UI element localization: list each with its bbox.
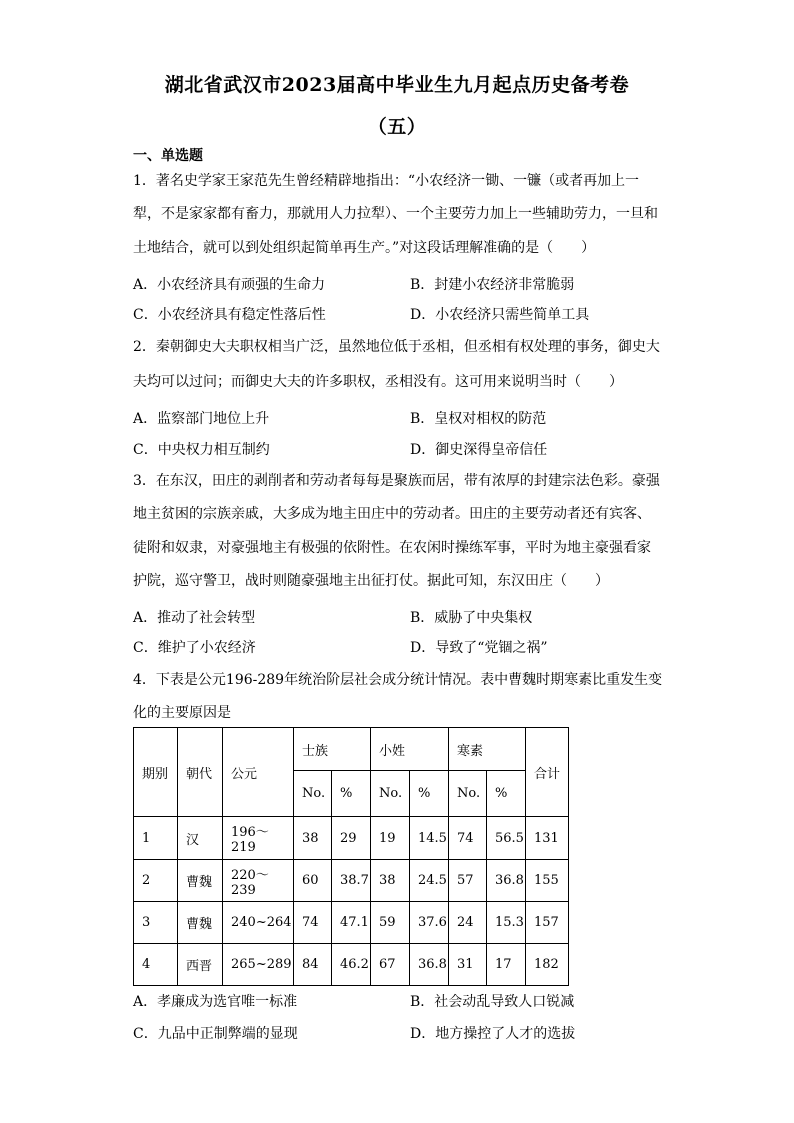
table-cell: 131 xyxy=(526,817,569,860)
q1-option-c[interactable]: C．小农经济具有稳定性落后性 xyxy=(133,307,326,323)
q2-option-a[interactable]: A．监察部门地位上升 xyxy=(133,411,270,427)
header-hansu: 寒素 xyxy=(449,728,526,771)
table-row xyxy=(134,860,569,902)
table-cell: 汉 xyxy=(178,817,223,860)
table-cell: 2 xyxy=(134,860,178,902)
table-cell: 36.8 xyxy=(410,944,449,986)
table-cell: 157 xyxy=(526,902,569,944)
table-cell: 59 xyxy=(371,902,410,944)
table-cell: 265~289 xyxy=(223,944,294,986)
q2-option-c[interactable]: C．中央权力相互制约 xyxy=(133,442,270,458)
social-composition-table xyxy=(133,727,569,986)
q4-option-d[interactable]: D．地方操控了人才的选拔 xyxy=(410,1026,576,1042)
table-cell: 56.5 xyxy=(487,817,526,860)
table-cell: 29 xyxy=(332,817,371,860)
header-pct: % xyxy=(487,771,526,817)
table-row xyxy=(134,817,569,860)
header-shizu: 士族 xyxy=(294,728,371,771)
q4-option-b[interactable]: B．社会动乱导致人口锐减 xyxy=(410,994,575,1010)
q4-line: 化的主要原因是 xyxy=(133,705,231,721)
table-cell: 47.1 xyxy=(332,902,371,944)
q3-option-c[interactable]: C．维护了小农经济 xyxy=(133,640,256,656)
q1-line: 土地结合，就可以到处组织起简单再生产。”对这段话理解准确的是（ ） xyxy=(133,240,596,256)
q1-line: 犁，不是家家都有畜力，那就用人力拉犁）、一个主要劳力加上一些辅助劳力，一旦和 xyxy=(133,206,658,222)
q4-option-c[interactable]: C．九品中正制弊端的显现 xyxy=(133,1026,298,1042)
q2-option-d[interactable]: D．御史深得皇帝信任 xyxy=(410,442,548,458)
table-cell: 1 xyxy=(134,817,178,860)
table-cell: 67 xyxy=(371,944,410,986)
header-no: No. xyxy=(449,771,487,817)
q4-line: 4．下表是公元196-289年统治阶层社会成分统计情况。表中曹魏时期寒素比重发生变 xyxy=(133,672,663,688)
table-cell: 60 xyxy=(294,860,332,902)
table-cell: 240~264 xyxy=(223,902,294,944)
table-cell: 36.8 xyxy=(487,860,526,902)
header-total: 合计 xyxy=(526,728,569,817)
q4-option-a[interactable]: A．孝廉成为选官唯一标准 xyxy=(133,994,298,1010)
table-cell: 84 xyxy=(294,944,332,986)
q2-line: 2．秦朝御史大夫职权相当广泛，虽然地位低于丞相，但丞相有权处理的事务，御史大 xyxy=(133,339,660,355)
q3-line: 护院，巡守警卫，战时则随豪强地主出征打仗。据此可知，东汉田庄（ ） xyxy=(133,573,609,589)
header-period: 期别 xyxy=(134,728,178,817)
section-heading: 一、单选题 xyxy=(133,148,203,164)
header-pct: % xyxy=(332,771,371,817)
table-cell: 3 xyxy=(134,902,178,944)
table-cell: 220～239 xyxy=(223,860,294,902)
q3-option-d[interactable]: D．导致了“党锢之祸” xyxy=(410,640,548,656)
table-cell: 74 xyxy=(294,902,332,944)
table-cell: 24 xyxy=(449,902,487,944)
q3-option-a[interactable]: A．推动了社会转型 xyxy=(133,610,256,626)
table-row xyxy=(134,902,569,944)
exam-title: 湖北省武汉市2023届高中毕业生九月起点历史备考卷 xyxy=(164,74,630,96)
table-cell: 38.7 xyxy=(332,860,371,902)
q3-option-b[interactable]: B．威胁了中央集权 xyxy=(410,610,533,626)
table-cell: 17 xyxy=(487,944,526,986)
table-cell: 19 xyxy=(371,817,410,860)
header-no: No. xyxy=(371,771,410,817)
table-cell: 38 xyxy=(371,860,410,902)
table-cell: 14.5 xyxy=(410,817,449,860)
q1-option-d[interactable]: D．小农经济只需些简单工具 xyxy=(410,307,590,323)
table-cell: 31 xyxy=(449,944,487,986)
table-cell: 182 xyxy=(526,944,569,986)
table-cell: 57 xyxy=(449,860,487,902)
q1-option-a[interactable]: A．小农经济具有顽强的生命力 xyxy=(133,277,326,293)
table-cell: 74 xyxy=(449,817,487,860)
q1-line: 1．著名史学家王家范先生曾经精辟地指出：“小农经济一锄、一镰（或者再加上一 xyxy=(133,173,640,189)
table-row xyxy=(134,944,569,986)
q1-option-b[interactable]: B．封建小农经济非常脆弱 xyxy=(410,277,575,293)
q2-option-b[interactable]: B．皇权对相权的防范 xyxy=(410,411,547,427)
table-cell: 155 xyxy=(526,860,569,902)
q2-line: 夫均可以过问；而御史大夫的许多职权，丞相没有。这可用来说明当时（ ） xyxy=(133,374,623,390)
table-cell: 38 xyxy=(294,817,332,860)
table-cell: 西晋 xyxy=(178,944,223,986)
q3-line: 3．在东汉，田庄的剥削者和劳动者每每是聚族而居，带有浓厚的封建宗法色彩。豪强 xyxy=(133,473,660,489)
table-cell: 37.6 xyxy=(410,902,449,944)
table-cell: 4 xyxy=(134,944,178,986)
header-year: 公元 xyxy=(223,728,294,817)
table-cell: 曹魏 xyxy=(178,860,223,902)
header-no: No. xyxy=(294,771,332,817)
table-cell: 曹魏 xyxy=(178,902,223,944)
q3-line: 地主贫困的宗族亲戚，大多成为地主田庄中的劳动者。田庄的主要劳动者还有宾客、 xyxy=(133,506,651,522)
table-cell: 46.2 xyxy=(332,944,371,986)
table-cell: 15.3 xyxy=(487,902,526,944)
header-xiaoxing: 小姓 xyxy=(371,728,449,771)
table-cell: 196～219 xyxy=(223,817,294,860)
header-dynasty: 朝代 xyxy=(178,728,223,817)
table-cell: 24.5 xyxy=(410,860,449,902)
exam-subtitle: （五） xyxy=(367,116,427,138)
q3-line: 徒附和奴隶，对豪强地主有极强的依附性。在农闲时操练军事，平时为地主豪强看家 xyxy=(133,540,651,556)
header-pct: % xyxy=(410,771,449,817)
